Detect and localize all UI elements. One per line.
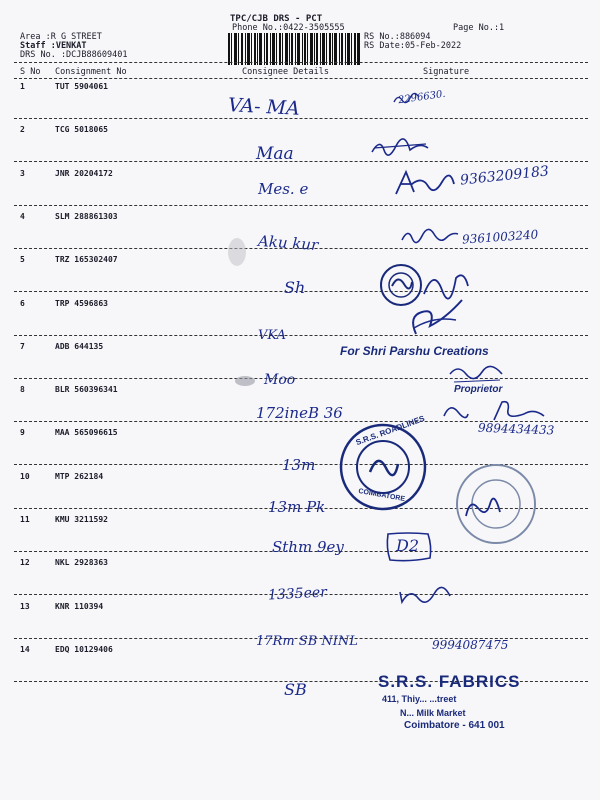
parshu-proprietor: Proprietor xyxy=(454,384,503,395)
row-number: 3 xyxy=(20,169,25,178)
srs-fabrics-line2: N... Milk Market xyxy=(400,708,466,718)
consignment-number: TUT 5904061 xyxy=(55,82,108,91)
consignee-10-handwriting: 13m Pk xyxy=(268,498,326,516)
consignee-14-handwriting: SB xyxy=(284,680,307,699)
consignment-number: SLM 288861303 xyxy=(55,212,118,221)
parshu-company-stamp: For Shri Parshu Creations xyxy=(340,344,489,358)
signature-13-phone: 9994087475 xyxy=(432,638,509,652)
consignment-number: MTP 262184 xyxy=(55,472,104,481)
row-number: 12 xyxy=(20,558,30,567)
row-number: 11 xyxy=(20,515,30,524)
signature-4-scribble xyxy=(400,224,460,246)
row-number: 6 xyxy=(20,299,25,308)
row-number: 5 xyxy=(20,255,25,264)
consignee-7-handwriting: VKA xyxy=(258,328,286,343)
smudge-mark xyxy=(222,232,252,272)
page-title: TPC/CJB DRS - PCT xyxy=(230,14,323,24)
smudge-mark-2 xyxy=(232,372,258,390)
signature-8-phone: 9894434433 xyxy=(477,420,555,438)
row-number: 10 xyxy=(20,472,30,481)
row-number: 14 xyxy=(20,645,30,654)
row-number: 1 xyxy=(20,82,25,91)
signature-11-mark: D2 xyxy=(396,536,420,555)
signature-4-phone: 9361003240 xyxy=(461,227,539,247)
srs-fabrics-line3: Coimbatore - 641 001 xyxy=(404,720,505,731)
signature-3-phone: 9363209183 xyxy=(459,163,550,189)
col-consignment: Consignment No xyxy=(55,67,127,77)
consignee-8-handwriting: 172ineB 36 xyxy=(256,404,343,422)
srs-fabrics-line1: 411, Thiy... ...treet xyxy=(382,694,457,704)
rs-date: RS Date:05-Feb-2022 xyxy=(364,41,462,51)
row-number: 2 xyxy=(20,125,25,134)
signature-12-scribble xyxy=(396,584,452,606)
col-signature: Signature xyxy=(423,67,470,77)
consignee-2-handwriting: Maa xyxy=(256,144,294,164)
consignee-12-handwriting: 1335eer xyxy=(267,584,328,604)
drs-number: DRS No. :DCJB88609401 xyxy=(20,50,128,60)
area-field: Area :R G STREET xyxy=(20,32,102,42)
consignee-11-handwriting: Sthm 9ey xyxy=(272,538,344,556)
consignment-number: BLR 560396341 xyxy=(55,385,118,394)
consignment-number: TRP 4596863 xyxy=(55,299,108,308)
row-number: 4 xyxy=(20,212,25,221)
consignee-9-handwriting: 13m xyxy=(282,456,316,474)
signature-1-scribble xyxy=(392,92,420,106)
page-number: Page No.:1 xyxy=(453,23,505,33)
signature-1-phone: 2296630. xyxy=(397,88,447,107)
staff-field: Staff :VENKAT xyxy=(20,41,87,51)
parshu-signature xyxy=(448,362,506,386)
signature-6-scribble xyxy=(406,296,466,340)
rs-number: RS No.:886094 xyxy=(364,32,431,42)
consignment-number: ADB 644135 xyxy=(55,342,104,351)
consignee-4-handwriting: Aku kur xyxy=(257,231,319,255)
consignment-number: KMU 3211592 xyxy=(55,515,108,524)
consignment-number: TCG 5018065 xyxy=(55,125,108,134)
consignment-number: NKL 2928363 xyxy=(55,558,108,567)
roadlines-stamp-bottom: COIMBATORE xyxy=(357,487,406,504)
signature-8-scribble xyxy=(440,396,550,424)
row-number: 13 xyxy=(20,602,30,611)
row-number: 7 xyxy=(20,342,25,351)
barcode xyxy=(228,33,360,65)
col-sno: S No xyxy=(20,67,41,77)
srs-fabrics-name: S.R.S. FABRICS xyxy=(378,672,521,691)
phone-number: Phone No.:0422-3505555 xyxy=(232,23,345,33)
row-divider xyxy=(14,205,588,206)
consignee-5-handwriting: Sh xyxy=(284,278,306,297)
consignee-1-handwriting: VA- MA xyxy=(227,94,301,120)
consignee-13-handwriting: 17Rm SB NINL xyxy=(256,634,358,649)
header-rule-top xyxy=(14,62,588,63)
signature-2-scribble xyxy=(370,136,430,160)
consignment-number: JNR 20204172 xyxy=(55,169,113,178)
consignment-number: KNR 110394 xyxy=(55,602,104,611)
row-divider xyxy=(14,118,588,119)
col-consignee: Consignee Details xyxy=(242,67,329,77)
roadlines-stamp-top: S.R.S. ROADLINES xyxy=(354,413,426,448)
consignee-3-handwriting: Mes. e xyxy=(258,180,309,198)
row-divider xyxy=(14,335,588,336)
header-rule-bottom xyxy=(14,78,588,79)
consignee-7b-handwriting: Moo xyxy=(264,372,296,388)
signature-10-scribble xyxy=(462,494,502,522)
row-number: 9 xyxy=(20,428,25,437)
signature-3-scribble xyxy=(392,168,456,198)
row-number: 8 xyxy=(20,385,25,394)
consignment-number: MAA 565096615 xyxy=(55,428,118,437)
consignment-number: EDQ 10129406 xyxy=(55,645,113,654)
row-divider xyxy=(14,161,588,162)
consignment-number: TRZ 165302407 xyxy=(55,255,118,264)
